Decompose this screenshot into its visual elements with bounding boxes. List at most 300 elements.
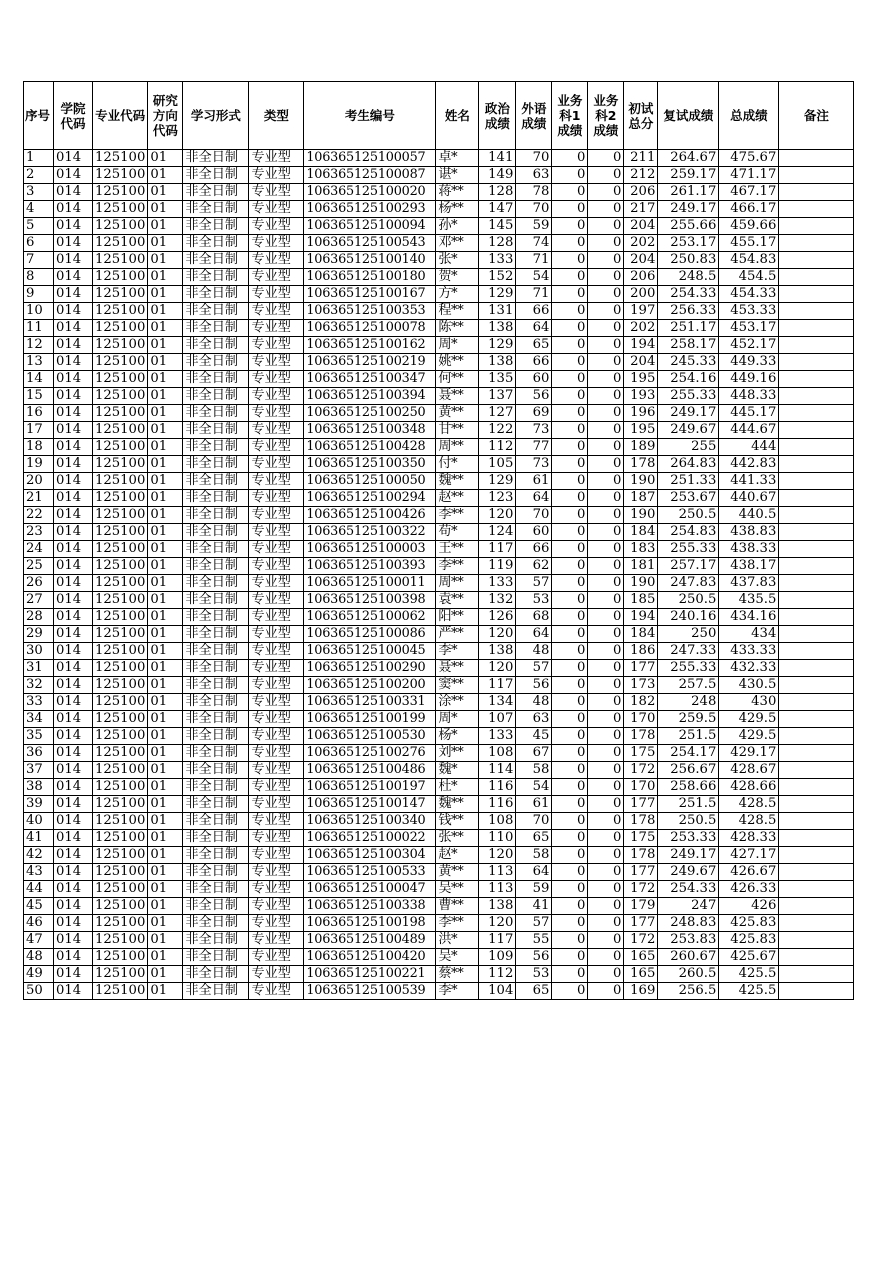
cell-politics-score: 124 <box>479 524 516 541</box>
cell-remarks <box>779 490 854 507</box>
cell-college-code: 014 <box>54 643 93 660</box>
cell-candidate-id: 106365125100003 <box>304 541 436 558</box>
cell-candidate-id: 106365125100533 <box>304 864 436 881</box>
cell-major-code: 125100 <box>93 184 148 201</box>
cell-foreign-language-score: 56 <box>516 677 552 694</box>
cell-subject1-score: 0 <box>552 150 588 167</box>
cell-subject2-score: 0 <box>588 847 624 864</box>
cell-remarks <box>779 694 854 711</box>
table-body <box>24 150 854 1000</box>
cell-name: 窦** <box>436 677 479 694</box>
cell-study-mode: 非全日制 <box>183 150 249 167</box>
cell-total-score: 430 <box>719 694 779 711</box>
cell-retest-score: 259.17 <box>658 167 719 184</box>
cell-initial-total: 206 <box>624 269 658 286</box>
cell-remarks <box>779 609 854 626</box>
cell-candidate-id: 106365125100398 <box>304 592 436 609</box>
cell-foreign-language-score: 65 <box>516 830 552 847</box>
cell-direction-code: 01 <box>148 558 183 575</box>
cell-type: 专业型 <box>249 898 304 915</box>
table-row <box>24 456 854 473</box>
cell-study-mode: 非全日制 <box>183 507 249 524</box>
cell-total-score: 428.67 <box>719 762 779 779</box>
cell-politics-score: 129 <box>479 337 516 354</box>
cell-foreign-language-score: 64 <box>516 490 552 507</box>
cell-retest-score: 240.16 <box>658 609 719 626</box>
cell-remarks <box>779 660 854 677</box>
cell-initial-total: 172 <box>624 762 658 779</box>
header-seq: 序号 <box>24 82 54 150</box>
cell-remarks <box>779 269 854 286</box>
cell-candidate-id: 106365125100087 <box>304 167 436 184</box>
cell-initial-total: 178 <box>624 456 658 473</box>
cell-initial-total: 196 <box>624 405 658 422</box>
cell-foreign-language-score: 66 <box>516 541 552 558</box>
cell-candidate-id: 106365125100276 <box>304 745 436 762</box>
cell-subject1-score: 0 <box>552 830 588 847</box>
cell-initial-total: 172 <box>624 881 658 898</box>
cell-major-code: 125100 <box>93 677 148 694</box>
cell-foreign-language-score: 78 <box>516 184 552 201</box>
cell-seq: 5 <box>24 218 54 235</box>
table-row <box>24 847 854 864</box>
cell-college-code: 014 <box>54 439 93 456</box>
cell-politics-score: 145 <box>479 218 516 235</box>
cell-initial-total: 204 <box>624 252 658 269</box>
cell-direction-code: 01 <box>148 711 183 728</box>
cell-subject1-score: 0 <box>552 252 588 269</box>
cell-college-code: 014 <box>54 915 93 932</box>
cell-type: 专业型 <box>249 269 304 286</box>
cell-name: 李* <box>436 983 479 1000</box>
cell-remarks <box>779 286 854 303</box>
cell-name: 杨* <box>436 728 479 745</box>
cell-politics-score: 128 <box>479 235 516 252</box>
cell-name: 曹** <box>436 898 479 915</box>
cell-foreign-language-score: 68 <box>516 609 552 626</box>
cell-remarks <box>779 507 854 524</box>
table-row <box>24 286 854 303</box>
cell-major-code: 125100 <box>93 150 148 167</box>
cell-politics-score: 138 <box>479 643 516 660</box>
cell-subject2-score: 0 <box>588 150 624 167</box>
cell-politics-score: 113 <box>479 864 516 881</box>
cell-foreign-language-score: 65 <box>516 337 552 354</box>
cell-college-code: 014 <box>54 864 93 881</box>
cell-subject1-score: 0 <box>552 473 588 490</box>
cell-retest-score: 249.67 <box>658 422 719 439</box>
cell-direction-code: 01 <box>148 354 183 371</box>
cell-study-mode: 非全日制 <box>183 864 249 881</box>
table-row <box>24 490 854 507</box>
cell-initial-total: 204 <box>624 218 658 235</box>
cell-foreign-language-score: 71 <box>516 252 552 269</box>
cell-politics-score: 137 <box>479 388 516 405</box>
cell-candidate-id: 106365125100250 <box>304 405 436 422</box>
header-college-code: 学院代码 <box>54 82 93 150</box>
cell-college-code: 014 <box>54 966 93 983</box>
cell-remarks <box>779 728 854 745</box>
cell-subject1-score: 0 <box>552 813 588 830</box>
cell-retest-score: 254.33 <box>658 286 719 303</box>
cell-remarks <box>779 830 854 847</box>
cell-initial-total: 202 <box>624 320 658 337</box>
cell-subject1-score: 0 <box>552 609 588 626</box>
cell-major-code: 125100 <box>93 626 148 643</box>
cell-candidate-id: 106365125100428 <box>304 439 436 456</box>
cell-study-mode: 非全日制 <box>183 592 249 609</box>
cell-name: 何** <box>436 371 479 388</box>
cell-initial-total: 181 <box>624 558 658 575</box>
cell-subject1-score: 0 <box>552 983 588 1000</box>
cell-subject2-score: 0 <box>588 388 624 405</box>
cell-name: 涂** <box>436 694 479 711</box>
cell-college-code: 014 <box>54 269 93 286</box>
cell-subject2-score: 0 <box>588 201 624 218</box>
cell-seq: 31 <box>24 660 54 677</box>
cell-retest-score: 254.33 <box>658 881 719 898</box>
cell-initial-total: 183 <box>624 541 658 558</box>
cell-politics-score: 141 <box>479 150 516 167</box>
cell-subject2-score: 0 <box>588 813 624 830</box>
table-row <box>24 711 854 728</box>
cell-foreign-language-score: 53 <box>516 592 552 609</box>
cell-candidate-id: 106365125100322 <box>304 524 436 541</box>
cell-subject2-score: 0 <box>588 456 624 473</box>
header-major-code: 专业代码 <box>93 82 148 150</box>
cell-name: 贺* <box>436 269 479 286</box>
cell-candidate-id: 106365125100200 <box>304 677 436 694</box>
cell-subject1-score: 0 <box>552 796 588 813</box>
cell-college-code: 014 <box>54 218 93 235</box>
table-row <box>24 473 854 490</box>
cell-study-mode: 非全日制 <box>183 575 249 592</box>
cell-direction-code: 01 <box>148 592 183 609</box>
cell-subject2-score: 0 <box>588 235 624 252</box>
cell-retest-score: 253.67 <box>658 490 719 507</box>
cell-candidate-id: 106365125100353 <box>304 303 436 320</box>
cell-foreign-language-score: 54 <box>516 269 552 286</box>
cell-retest-score: 249.17 <box>658 405 719 422</box>
cell-college-code: 014 <box>54 422 93 439</box>
table-row <box>24 422 854 439</box>
cell-major-code: 125100 <box>93 422 148 439</box>
cell-subject2-score: 0 <box>588 303 624 320</box>
cell-subject2-score: 0 <box>588 269 624 286</box>
cell-candidate-id: 106365125100293 <box>304 201 436 218</box>
cell-college-code: 014 <box>54 303 93 320</box>
cell-candidate-id: 106365125100022 <box>304 830 436 847</box>
cell-direction-code: 01 <box>148 303 183 320</box>
cell-total-score: 449.33 <box>719 354 779 371</box>
cell-seq: 20 <box>24 473 54 490</box>
cell-type: 专业型 <box>249 949 304 966</box>
cell-total-score: 471.17 <box>719 167 779 184</box>
header-subject2-score: 业务科2成绩 <box>588 82 624 150</box>
cell-direction-code: 01 <box>148 286 183 303</box>
cell-politics-score: 123 <box>479 490 516 507</box>
cell-foreign-language-score: 65 <box>516 983 552 1000</box>
cell-initial-total: 200 <box>624 286 658 303</box>
cell-retest-score: 256.33 <box>658 303 719 320</box>
cell-study-mode: 非全日制 <box>183 745 249 762</box>
cell-study-mode: 非全日制 <box>183 779 249 796</box>
cell-major-code: 125100 <box>93 201 148 218</box>
cell-subject1-score: 0 <box>552 320 588 337</box>
cell-initial-total: 194 <box>624 609 658 626</box>
table-row <box>24 881 854 898</box>
table-row <box>24 575 854 592</box>
table-row <box>24 779 854 796</box>
cell-initial-total: 185 <box>624 592 658 609</box>
cell-retest-score: 251.5 <box>658 796 719 813</box>
cell-initial-total: 175 <box>624 745 658 762</box>
cell-remarks <box>779 201 854 218</box>
cell-study-mode: 非全日制 <box>183 949 249 966</box>
cell-type: 专业型 <box>249 184 304 201</box>
cell-candidate-id: 106365125100050 <box>304 473 436 490</box>
cell-major-code: 125100 <box>93 728 148 745</box>
cell-subject1-score: 0 <box>552 898 588 915</box>
cell-initial-total: 204 <box>624 354 658 371</box>
cell-major-code: 125100 <box>93 558 148 575</box>
cell-retest-score: 260.5 <box>658 966 719 983</box>
cell-type: 专业型 <box>249 813 304 830</box>
cell-retest-score: 250.5 <box>658 507 719 524</box>
cell-direction-code: 01 <box>148 337 183 354</box>
cell-major-code: 125100 <box>93 541 148 558</box>
cell-subject2-score: 0 <box>588 626 624 643</box>
cell-college-code: 014 <box>54 524 93 541</box>
cell-total-score: 425.67 <box>719 949 779 966</box>
cell-major-code: 125100 <box>93 745 148 762</box>
cell-seq: 45 <box>24 898 54 915</box>
cell-college-code: 014 <box>54 949 93 966</box>
cell-subject1-score: 0 <box>552 439 588 456</box>
cell-remarks <box>779 711 854 728</box>
cell-major-code: 125100 <box>93 643 148 660</box>
cell-direction-code: 01 <box>148 983 183 1000</box>
cell-seq: 50 <box>24 983 54 1000</box>
cell-initial-total: 217 <box>624 201 658 218</box>
cell-type: 专业型 <box>249 711 304 728</box>
cell-major-code: 125100 <box>93 439 148 456</box>
cell-retest-score: 249.17 <box>658 201 719 218</box>
cell-subject2-score: 0 <box>588 524 624 541</box>
cell-remarks <box>779 779 854 796</box>
cell-remarks <box>779 813 854 830</box>
cell-retest-score: 249.67 <box>658 864 719 881</box>
cell-candidate-id: 106365125100011 <box>304 575 436 592</box>
cell-total-score: 455.17 <box>719 235 779 252</box>
cell-college-code: 014 <box>54 473 93 490</box>
cell-direction-code: 01 <box>148 320 183 337</box>
cell-total-score: 435.5 <box>719 592 779 609</box>
cell-subject1-score: 0 <box>552 711 588 728</box>
cell-candidate-id: 106365125100147 <box>304 796 436 813</box>
cell-remarks <box>779 898 854 915</box>
table-row <box>24 184 854 201</box>
table-row <box>24 898 854 915</box>
cell-seq: 28 <box>24 609 54 626</box>
cell-study-mode: 非全日制 <box>183 269 249 286</box>
cell-name: 周* <box>436 711 479 728</box>
cell-retest-score: 255.66 <box>658 218 719 235</box>
table-row <box>24 949 854 966</box>
cell-total-score: 438.17 <box>719 558 779 575</box>
cell-direction-code: 01 <box>148 932 183 949</box>
cell-initial-total: 211 <box>624 150 658 167</box>
cell-study-mode: 非全日制 <box>183 983 249 1000</box>
cell-subject2-score: 0 <box>588 286 624 303</box>
cell-college-code: 014 <box>54 201 93 218</box>
cell-foreign-language-score: 70 <box>516 201 552 218</box>
cell-foreign-language-score: 48 <box>516 643 552 660</box>
cell-major-code: 125100 <box>93 354 148 371</box>
cell-total-score: 444.67 <box>719 422 779 439</box>
cell-college-code: 014 <box>54 592 93 609</box>
cell-subject2-score: 0 <box>588 745 624 762</box>
cell-subject1-score: 0 <box>552 286 588 303</box>
cell-study-mode: 非全日制 <box>183 490 249 507</box>
cell-seq: 29 <box>24 626 54 643</box>
cell-direction-code: 01 <box>148 830 183 847</box>
cell-subject1-score: 0 <box>552 864 588 881</box>
cell-politics-score: 135 <box>479 371 516 388</box>
cell-seq: 41 <box>24 830 54 847</box>
cell-subject2-score: 0 <box>588 728 624 745</box>
cell-direction-code: 01 <box>148 915 183 932</box>
cell-politics-score: 120 <box>479 915 516 932</box>
cell-retest-score: 264.83 <box>658 456 719 473</box>
cell-college-code: 014 <box>54 711 93 728</box>
cell-politics-score: 117 <box>479 677 516 694</box>
cell-total-score: 459.66 <box>719 218 779 235</box>
cell-candidate-id: 106365125100543 <box>304 235 436 252</box>
cell-total-score: 452.17 <box>719 337 779 354</box>
cell-name: 阳** <box>436 609 479 626</box>
cell-remarks <box>779 932 854 949</box>
cell-retest-score: 247.83 <box>658 575 719 592</box>
cell-initial-total: 179 <box>624 898 658 915</box>
table-header <box>24 82 854 150</box>
cell-politics-score: 108 <box>479 745 516 762</box>
cell-subject2-score: 0 <box>588 949 624 966</box>
cell-major-code: 125100 <box>93 796 148 813</box>
table-row <box>24 864 854 881</box>
cell-name: 魏** <box>436 796 479 813</box>
cell-retest-score: 259.5 <box>658 711 719 728</box>
cell-type: 专业型 <box>249 218 304 235</box>
cell-candidate-id: 106365125100539 <box>304 983 436 1000</box>
cell-type: 专业型 <box>249 779 304 796</box>
cell-subject2-score: 0 <box>588 320 624 337</box>
cell-college-code: 014 <box>54 150 93 167</box>
cell-total-score: 434 <box>719 626 779 643</box>
cell-name: 李** <box>436 915 479 932</box>
table-row <box>24 966 854 983</box>
cell-college-code: 014 <box>54 660 93 677</box>
cell-subject2-score: 0 <box>588 439 624 456</box>
cell-subject2-score: 0 <box>588 337 624 354</box>
cell-college-code: 014 <box>54 252 93 269</box>
cell-total-score: 440.67 <box>719 490 779 507</box>
cell-remarks <box>779 677 854 694</box>
cell-candidate-id: 106365125100219 <box>304 354 436 371</box>
cell-retest-score: 247 <box>658 898 719 915</box>
cell-direction-code: 01 <box>148 643 183 660</box>
table-row <box>24 813 854 830</box>
cell-study-mode: 非全日制 <box>183 830 249 847</box>
cell-major-code: 125100 <box>93 405 148 422</box>
cell-subject1-score: 0 <box>552 694 588 711</box>
cell-subject2-score: 0 <box>588 541 624 558</box>
cell-foreign-language-score: 77 <box>516 439 552 456</box>
cell-direction-code: 01 <box>148 371 183 388</box>
table-row <box>24 677 854 694</box>
cell-subject1-score: 0 <box>552 303 588 320</box>
cell-direction-code: 01 <box>148 898 183 915</box>
cell-politics-score: 116 <box>479 796 516 813</box>
cell-college-code: 014 <box>54 677 93 694</box>
cell-type: 专业型 <box>249 864 304 881</box>
cell-total-score: 428.5 <box>719 796 779 813</box>
cell-college-code: 014 <box>54 847 93 864</box>
cell-subject1-score: 0 <box>552 371 588 388</box>
cell-college-code: 014 <box>54 388 93 405</box>
cell-type: 专业型 <box>249 592 304 609</box>
cell-seq: 2 <box>24 167 54 184</box>
cell-name: 李** <box>436 507 479 524</box>
cell-subject1-score: 0 <box>552 575 588 592</box>
cell-type: 专业型 <box>249 745 304 762</box>
cell-remarks <box>779 949 854 966</box>
header-subject1-score: 业务科1成绩 <box>552 82 588 150</box>
cell-remarks <box>779 473 854 490</box>
cell-seq: 16 <box>24 405 54 422</box>
cell-major-code: 125100 <box>93 473 148 490</box>
cell-retest-score: 251.17 <box>658 320 719 337</box>
table-row <box>24 218 854 235</box>
cell-study-mode: 非全日制 <box>183 677 249 694</box>
cell-remarks <box>779 303 854 320</box>
cell-retest-score: 250.83 <box>658 252 719 269</box>
cell-study-mode: 非全日制 <box>183 711 249 728</box>
cell-college-code: 014 <box>54 507 93 524</box>
cell-seq: 34 <box>24 711 54 728</box>
cell-major-code: 125100 <box>93 660 148 677</box>
table-row <box>24 524 854 541</box>
cell-politics-score: 149 <box>479 167 516 184</box>
table-row <box>24 354 854 371</box>
cell-subject2-score: 0 <box>588 422 624 439</box>
cell-retest-score: 253.83 <box>658 932 719 949</box>
cell-direction-code: 01 <box>148 949 183 966</box>
cell-politics-score: 109 <box>479 949 516 966</box>
cell-total-score: 454.83 <box>719 252 779 269</box>
table-row <box>24 201 854 218</box>
table-row <box>24 439 854 456</box>
cell-subject1-score: 0 <box>552 626 588 643</box>
cell-seq: 44 <box>24 881 54 898</box>
cell-candidate-id: 106365125100426 <box>304 507 436 524</box>
cell-name: 方* <box>436 286 479 303</box>
cell-initial-total: 193 <box>624 388 658 405</box>
cell-retest-score: 257.5 <box>658 677 719 694</box>
cell-remarks <box>779 592 854 609</box>
cell-name: 孙* <box>436 218 479 235</box>
header-name: 姓名 <box>436 82 479 150</box>
